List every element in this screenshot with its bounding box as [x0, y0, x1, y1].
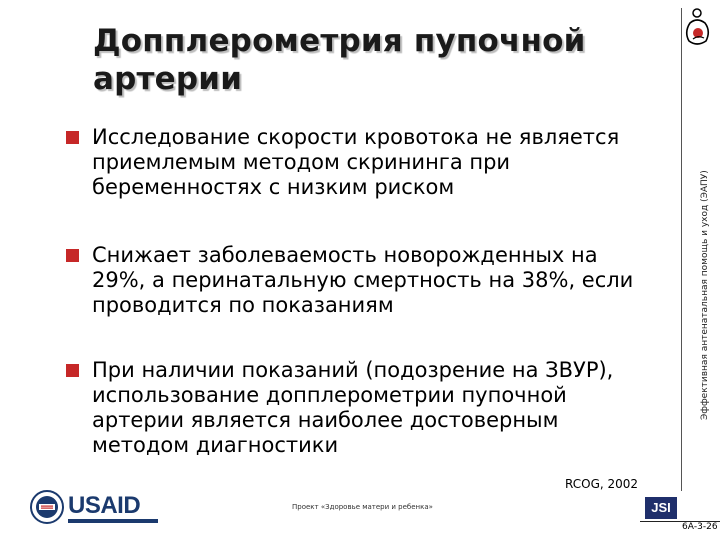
project-caption: Проект «Здоровье матери и ребенка»	[292, 503, 433, 511]
bullet-marker-icon	[66, 364, 79, 377]
slide-title: Допплерометрия пупочной артерии	[93, 23, 586, 97]
bullet-text: Снижает заболеваемость новорожденных на 29%, а перинатальную смертность на 38%, если проводится по показаниям	[92, 243, 634, 317]
side-caption: Эффективная антенатальная помощь и уход (ЭАПУ)	[700, 170, 710, 420]
mother-child-icon	[680, 5, 714, 47]
bullet-marker-icon	[66, 131, 79, 144]
jsi-logo: JSI	[645, 497, 677, 519]
slide-number: 6А-3-26	[682, 522, 718, 532]
bullet-text: Исследование скорости кровотока не является приемлемым методом скрининга при беременностях с низким риском	[92, 125, 620, 199]
usaid-seal-icon	[30, 490, 64, 524]
bullet-text: При наличии показаний (подозрение на ЗВУР), использование допплерометрии пупочной артерии является наиболее достоверным методом диагностики	[92, 358, 614, 457]
usaid-wordmark: USAID	[68, 492, 141, 519]
citation: RCOG, 2002	[565, 477, 639, 491]
side-divider	[681, 8, 682, 491]
bullet-marker-icon	[66, 249, 79, 262]
usaid-tagline-bar	[68, 519, 158, 523]
usaid-logo	[30, 490, 150, 532]
